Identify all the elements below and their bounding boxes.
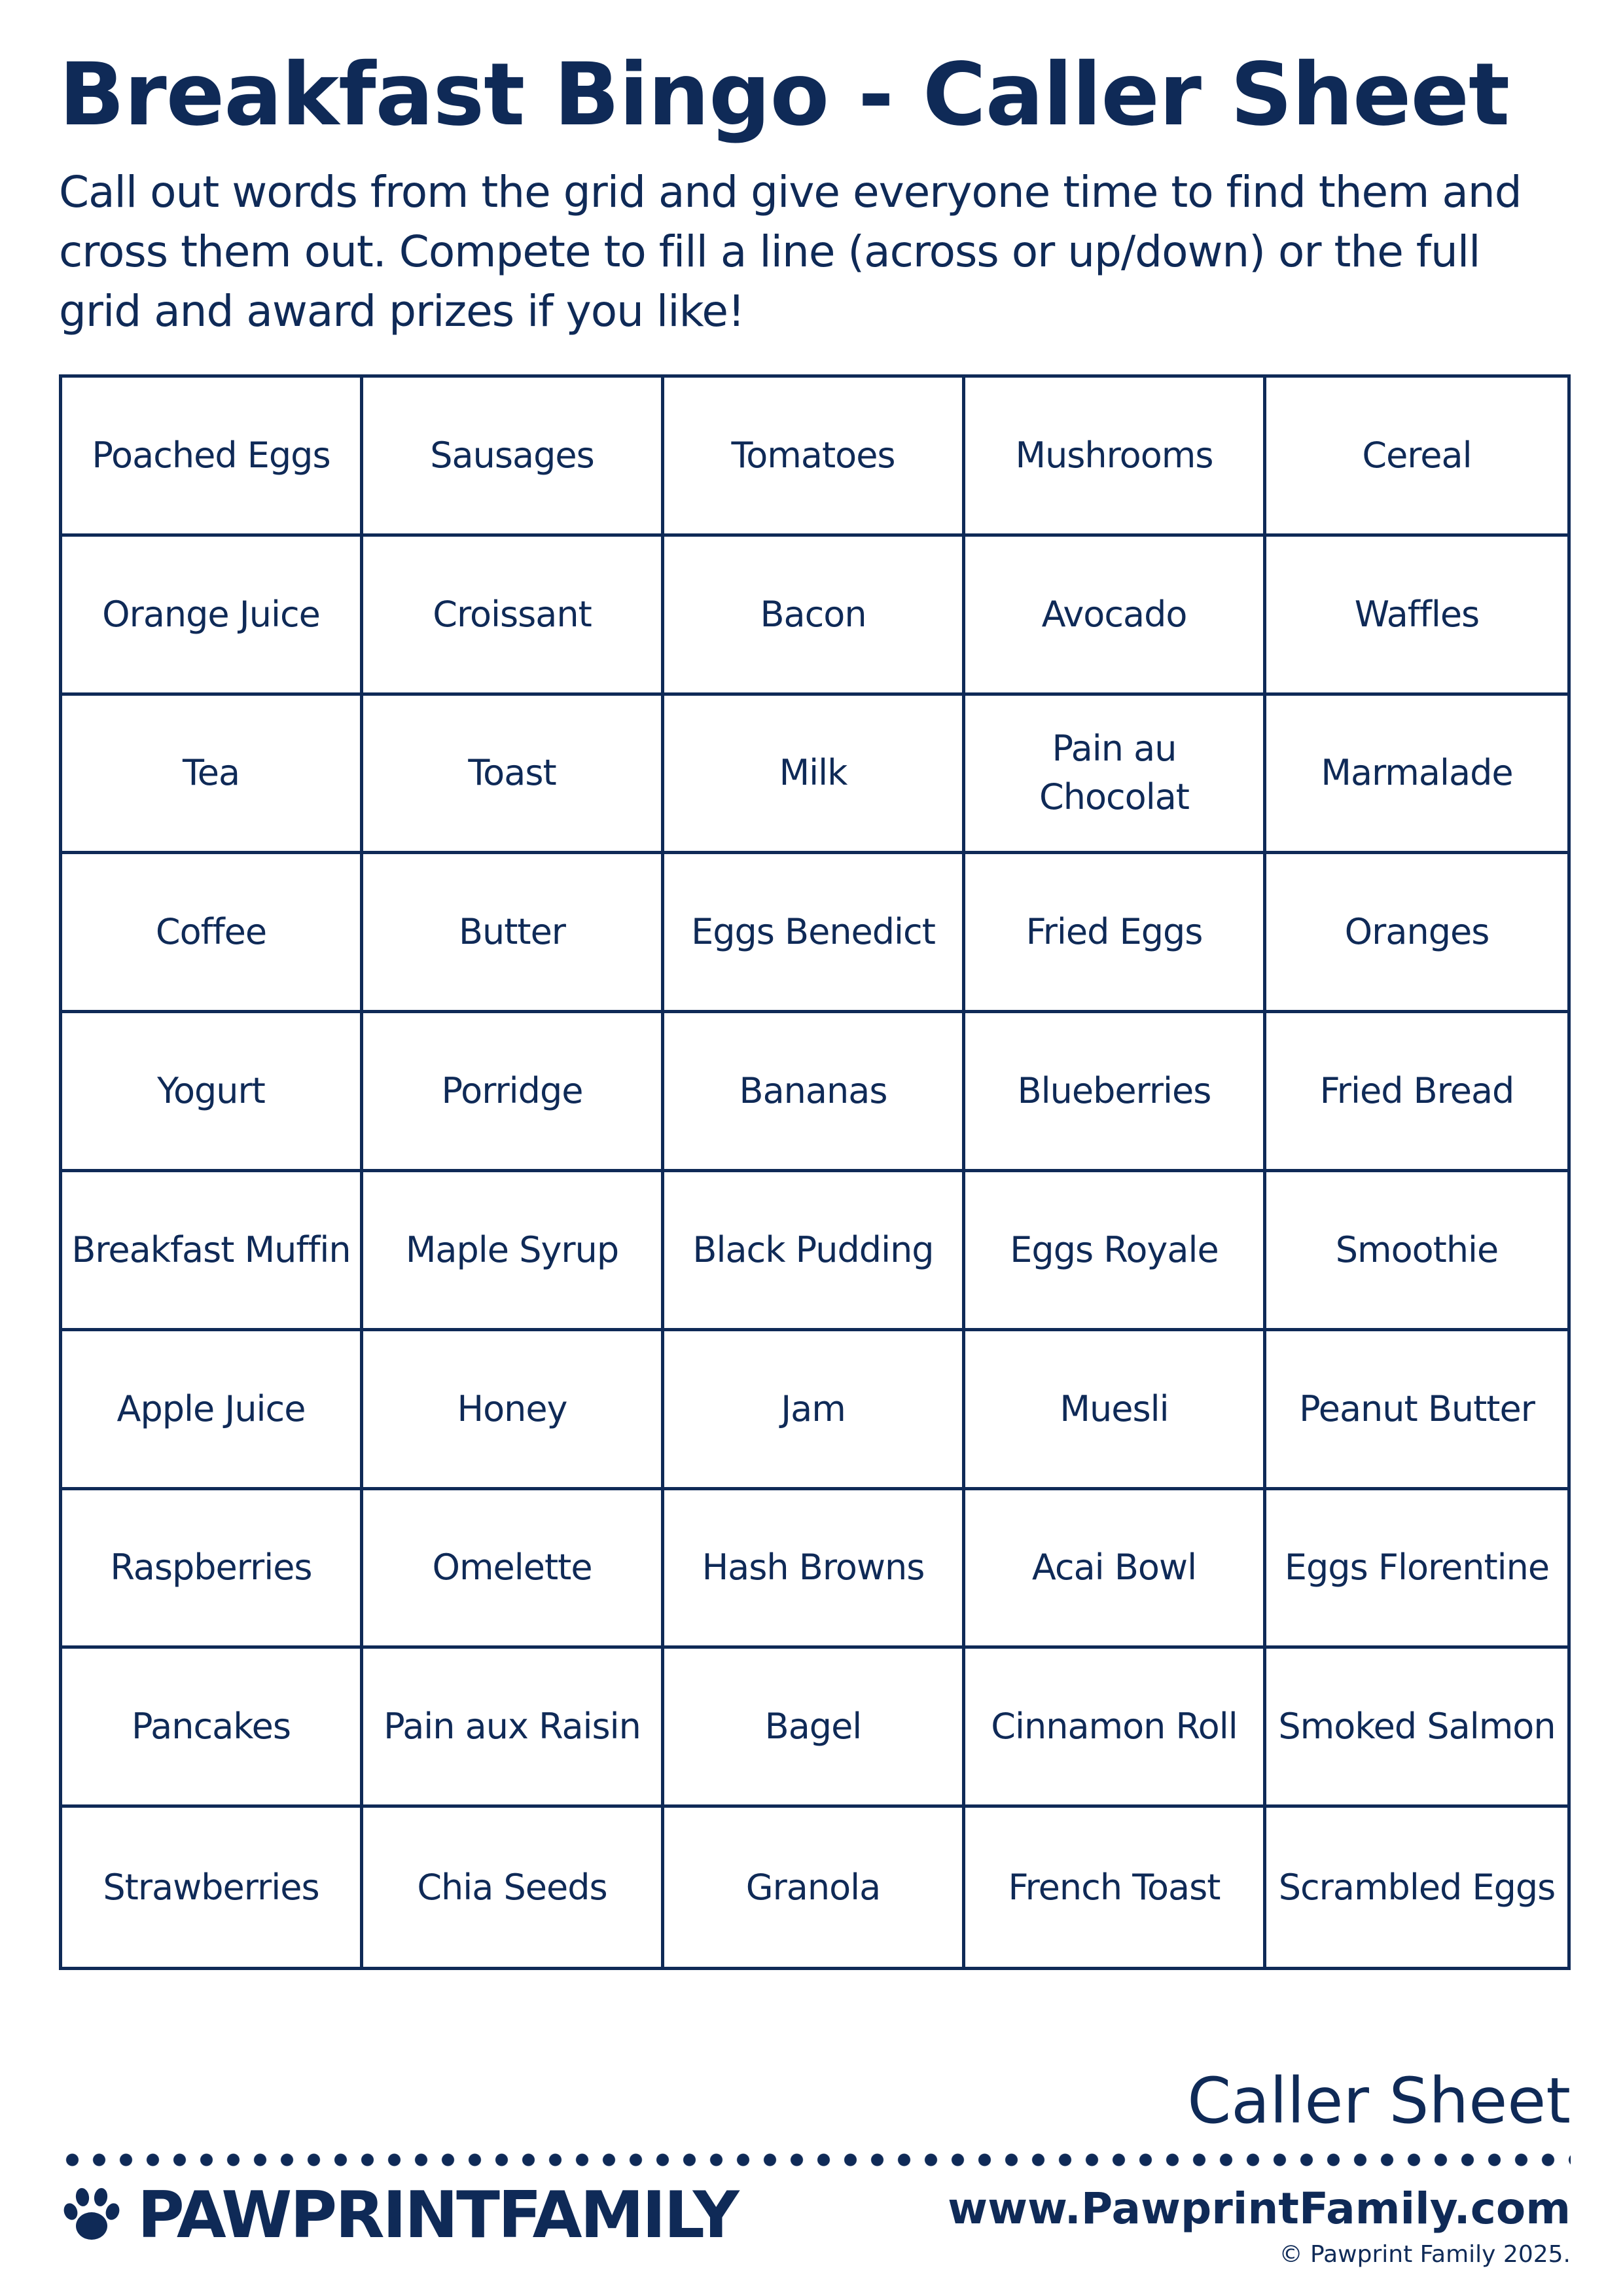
bingo-cell: Peanut Butter <box>1266 1331 1567 1490</box>
bingo-cell: Bananas <box>664 1013 965 1172</box>
bingo-cell: Breakfast Muffin <box>62 1172 363 1331</box>
bingo-cell: Acai Bowl <box>965 1490 1266 1649</box>
bingo-cell: Coffee <box>62 854 363 1013</box>
bingo-cell: Avocado <box>965 537 1266 696</box>
bingo-cell: Scrambled Eggs <box>1278 1866 1556 1908</box>
bingo-cell: Fried Eggs <box>965 854 1266 1013</box>
bingo-cell: Mushrooms <box>965 378 1266 537</box>
bingo-cell: Apple Juice <box>62 1331 363 1490</box>
bingo-cell: Smoked Salmon <box>1266 1649 1567 1808</box>
instructions-text: Call out words from the grid and give everyone time to find them and cross them out. Compete to fill a line (across or up/down) or the full grid and award prizes if you like! <box>59 167 1522 336</box>
bingo-cell: Cinnamon Roll <box>965 1649 1266 1808</box>
bingo-cell: Smoothie <box>1266 1172 1567 1331</box>
bingo-cell: Eggs Florentine <box>1266 1490 1567 1649</box>
bingo-cell: Blueberries <box>965 1013 1266 1172</box>
bingo-cell: Pain aux Raisin <box>363 1649 664 1808</box>
bingo-cell: Croissant <box>363 537 664 696</box>
bingo-cell: Strawberries <box>62 1808 363 1967</box>
bingo-cell: Cereal <box>1266 378 1567 537</box>
bingo-cell: Chia Seeds <box>363 1808 664 1967</box>
bingo-cell: Marmalade <box>1266 696 1567 855</box>
bingo-cell: Eggs Benedict <box>664 854 965 1013</box>
bingo-cell: Yogurt <box>62 1013 363 1172</box>
bingo-cell: Poached Eggs <box>62 378 363 537</box>
bingo-cell: Muesli <box>965 1331 1266 1490</box>
bingo-cell: Tomatoes <box>664 378 965 537</box>
bingo-cell: Jam <box>664 1331 965 1490</box>
bingo-cell: Tea <box>62 696 363 855</box>
bingo-cell: Toast <box>363 696 664 855</box>
bingo-cell: Pain au Chocolat <box>965 696 1266 855</box>
bingo-cell: Milk <box>664 696 965 855</box>
dotted-divider <box>59 2153 1571 2166</box>
bingo-cell: Eggs Royale <box>965 1172 1266 1331</box>
bingo-cell: Omelette <box>363 1490 664 1649</box>
bingo-cell: Oranges <box>1266 854 1567 1013</box>
bingo-cell: Granola <box>664 1808 965 1967</box>
bingo-cell: Raspberries <box>62 1490 363 1649</box>
paw-print-icon <box>59 2183 124 2248</box>
bingo-cell: Fried Bread <box>1266 1013 1567 1172</box>
bingo-cell: Sausages <box>363 378 664 537</box>
bingo-cell: Bacon <box>664 537 965 696</box>
bingo-cell: Pancakes <box>62 1649 363 1808</box>
website-link[interactable]: www.PawprintFamily.com <box>948 2183 1571 2234</box>
bingo-cell: Hash Browns <box>664 1490 965 1649</box>
bingo-cell: Butter <box>363 854 664 1013</box>
bingo-cell: Orange Juice <box>62 537 363 696</box>
bingo-cell: Porridge <box>363 1013 664 1172</box>
bingo-grid <box>59 374 1571 1970</box>
sheet-label: Caller Sheet <box>1187 2064 1571 2138</box>
brand-logo <box>59 2176 738 2255</box>
bingo-cell: French Toast <box>965 1808 1266 1967</box>
copyright-text: © Pawprint Family 2025. <box>1279 2241 1571 2268</box>
bingo-cell: Bagel <box>664 1649 965 1808</box>
bingo-cell: Black Pudding <box>664 1172 965 1331</box>
bingo-cell: Waffles <box>1266 537 1567 696</box>
bingo-cell: Maple Syrup <box>363 1172 664 1331</box>
page-title: Breakfast Bingo - Caller Sheet <box>59 45 1510 145</box>
bingo-cell: Honey <box>363 1331 664 1490</box>
brand-name: PAWPRINTFAMILY <box>137 2178 738 2253</box>
